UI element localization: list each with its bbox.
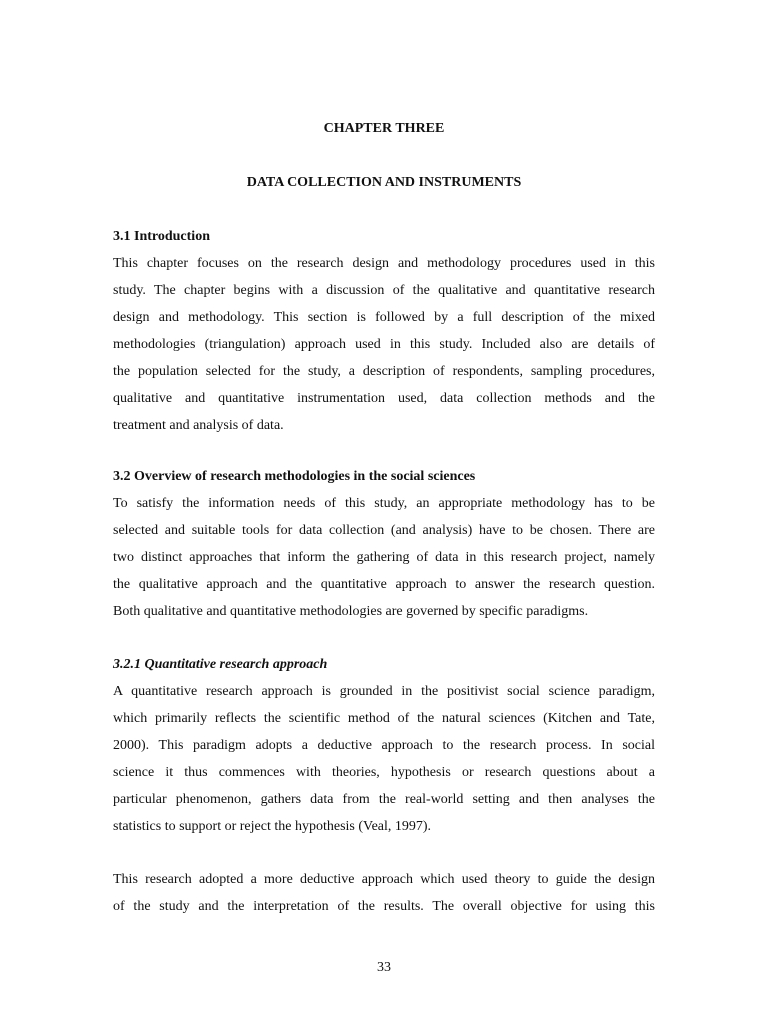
paragraph-line: This chapter focuses on the research design and methodology procedures used in this [113,256,655,271]
paragraph-introduction [113,250,655,439]
paragraph-line: qualitative and quantitative instrumentation used, data collection methods and the [113,391,655,406]
paragraph-line: particular phenomenon, gathers data from the real-world setting and then analyses the [113,792,655,807]
paragraph-quantitative [113,678,655,840]
paragraph-line: A quantitative research approach is grounded in the positivist social science paradigm, [113,684,655,699]
paragraph-line: of the study and the interpretation of the results. The overall objective for using this [113,899,655,914]
paragraph-overview [113,490,655,625]
paragraph-line: 2000). This paradigm adopts a deductive approach to the research process. In social [113,738,655,753]
section-heading-overview: 3.2 Overview of research methodologies in the social sciences [113,469,476,484]
subsection-heading-quantitative: 3.2.1 Quantitative research approach [113,657,328,672]
paragraph-line: selected and suitable tools for data collection (and analysis) have to be chosen. There are [113,523,655,538]
paragraph-deductive-approach [113,866,655,920]
paragraph-line: study. The chapter begins with a discussion of the qualitative and quantitative research [113,283,655,298]
paragraph-line: To satisfy the information needs of this study, an appropriate methodology has to be [113,496,655,511]
paragraph-line: science it thus commences with theories, hypothesis or research questions about a [113,765,655,780]
section-heading-introduction: 3.1 Introduction [113,229,210,244]
chapter-title: CHAPTER THREE [323,121,445,136]
paragraph-line: This research adopted a more deductive approach which used theory to guide the design [113,872,655,887]
paragraph-line: the qualitative approach and the quantitative approach to answer the research question. [113,577,655,592]
paragraph-line: treatment and analysis of data. [113,418,284,433]
paragraph-line: statistics to support or reject the hypothesis (Veal, 1997). [113,819,432,834]
paragraph-line: two distinct approaches that inform the gathering of data in this research project, namely [113,550,655,565]
paragraph-line: design and methodology. This section is followed by a full description of the mixed [113,310,655,325]
paragraph-line: which primarily reflects the scientific method of the natural sciences (Kitchen and Tate, [113,711,655,726]
paragraph-line: the population selected for the study, a description of respondents, sampling procedures, [113,364,655,379]
page-number: 33 [377,960,391,975]
chapter-subtitle: DATA COLLECTION AND INSTRUMENTS [246,175,522,190]
paragraph-line: Both qualitative and quantitative methodologies are governed by specific paradigms. [113,604,589,619]
paragraph-line: methodologies (triangulation) approach used in this study. Included also are details of [113,337,655,352]
